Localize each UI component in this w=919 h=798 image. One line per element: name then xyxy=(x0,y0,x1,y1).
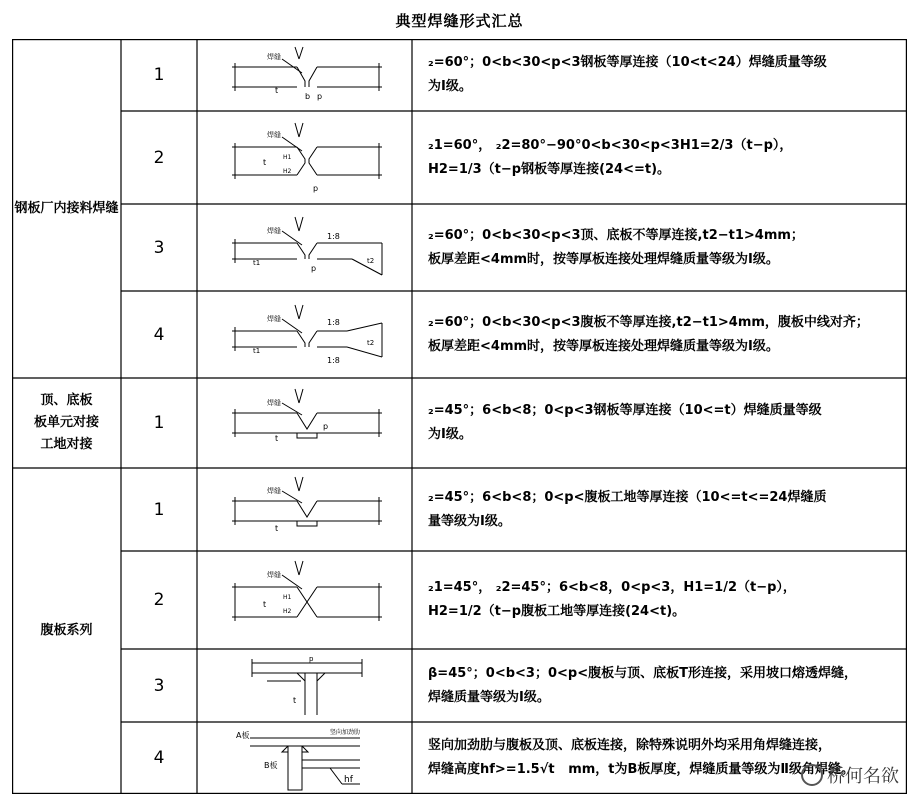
row-number: 1 xyxy=(153,413,165,433)
dim-t: t xyxy=(263,158,267,167)
dim-hf: hf xyxy=(344,775,353,785)
row-number: 1 xyxy=(153,499,165,520)
row-number: 1 xyxy=(153,65,165,85)
dim-t: t xyxy=(293,696,297,705)
weld-diagram-unequal-deck xyxy=(227,211,387,285)
weld-label: 焊缝 xyxy=(267,399,281,407)
weld-diagram-web-site-butt xyxy=(227,473,387,547)
category-steel-plate-shop xyxy=(12,39,121,378)
dim-h2: H2 xyxy=(283,168,292,175)
dim-p: p xyxy=(313,184,319,193)
row-description: β=45°；0<b<3；0<p<腹板与顶、底板T形连接，采用坡口熔透焊缝， 焊缝质量等级为Ⅰ级。 xyxy=(428,665,857,705)
weld-label: 焊缝 xyxy=(267,227,281,235)
category-web-plate xyxy=(12,468,121,794)
watermark-text: 桥何名欲 xyxy=(827,766,899,787)
dim-t2: t2 xyxy=(367,339,375,347)
dim-t1: t1 xyxy=(253,347,261,355)
row-description: ₂=45°；6<b<8；0<p<3钢板等厚连接（10<=t）焊缝质量等级 为Ⅰ级。 xyxy=(428,403,822,442)
page-title: 典型焊缝形式汇总 xyxy=(395,12,524,30)
dim-p: p xyxy=(323,422,329,431)
category-label: 腹板系列 xyxy=(40,623,93,638)
slope-label: 1:8 xyxy=(327,318,340,327)
row-number: 3 xyxy=(153,237,165,258)
category-label: 顶、底板 板单元对接 工地对接 xyxy=(33,393,99,452)
weld-label: 焊缝 xyxy=(267,131,281,139)
weld-table xyxy=(12,39,907,794)
weld-diagram-web-double-v xyxy=(227,557,387,645)
row-description: ₂=60°；0<b<30<p<3钢板等厚连接（10<t<24）焊缝质量等级 为Ⅰ级。 xyxy=(428,55,827,94)
dim-p: p xyxy=(317,92,323,101)
weld-diagram-unequal-web xyxy=(227,297,387,373)
weld-diagram-site-butt xyxy=(227,383,387,463)
dim-t: t xyxy=(275,524,279,533)
slope-label: 1:8 xyxy=(327,356,340,365)
weld-diagram-stiffener-fillet xyxy=(230,726,400,792)
dim-p: p xyxy=(311,264,317,273)
watermark xyxy=(801,762,899,788)
row-number: 3 xyxy=(153,675,165,696)
weld-label: 焊缝 xyxy=(267,315,281,323)
stiffener-label: 竖向加劲肋 xyxy=(330,729,361,736)
category-deck-plate-site xyxy=(12,378,121,468)
row-description: ₂1=60°， ₂2=80°−90°0<b<30<p<3H1=2/3（t−p）， H2=1/3（t−p钢板等厚连接(24<=t)。 xyxy=(428,137,793,177)
plate-a-label: A板 xyxy=(236,731,250,740)
plate-b-label: B板 xyxy=(264,761,278,770)
row-number: 4 xyxy=(153,324,165,345)
slope-label: 1:8 xyxy=(327,232,340,241)
dim-h1: H1 xyxy=(283,594,292,601)
dim-t2: t2 xyxy=(367,257,375,265)
row-description: ₂=45°；6<b<8；0<p<腹板工地等厚连接（10<=t<=24焊缝质 量等级为Ⅰ级。 xyxy=(428,489,827,529)
dim-h2: H2 xyxy=(283,608,292,615)
row-number: 2 xyxy=(153,590,165,610)
row-description: 竖向加劲肋与腹板及顶、底板连接，除特殊说明外均采用角焊缝连接， 焊缝高度hf>=1.5√t mm，t为B板厚度，焊缝质量等级为Ⅱ级角焊缝。 xyxy=(428,738,854,777)
row-description: ₂1=45°， ₂2=45°；6<b<8，0<p<3，H1=1/2（t−p）， H2=1/2（t−p腹板工地等厚连接(24<t)。 xyxy=(428,580,796,619)
weld-label: 焊缝 xyxy=(267,487,281,495)
row-description: ₂=60°；0<b<30<p<3腹板不等厚连接,t2−t1>4mm，腹板中线对齐； 板厚差距<4mm时，按等厚板连接处理焊缝质量等级为Ⅰ级。 xyxy=(428,314,869,354)
row-number: 4 xyxy=(153,748,165,768)
dim-p: p xyxy=(309,655,314,663)
weld-label: 焊缝 xyxy=(267,571,281,579)
wechat-logo-icon xyxy=(801,764,823,786)
dim-t1: t1 xyxy=(253,259,261,267)
weld-diagram-double-v xyxy=(227,119,387,199)
weld-label: 焊缝 xyxy=(267,53,281,61)
dim-t: t xyxy=(263,600,267,609)
dim-b: b xyxy=(305,92,311,101)
category-label: 钢板厂内接料焊缝 xyxy=(14,200,119,216)
weld-diagram-t-joint xyxy=(237,653,377,719)
weld-diagram-single-v xyxy=(227,43,387,107)
row-number: 2 xyxy=(153,147,165,168)
dim-t: t xyxy=(275,86,279,95)
dim-t: t xyxy=(275,434,279,443)
row-description: ₂=60°；0<b<30<p<3顶、底板不等厚连接,t2−t1>4mm； 板厚差距<4mm时，按等厚板连接处理焊缝质量等级为Ⅰ级。 xyxy=(428,227,804,267)
dim-h1: H1 xyxy=(283,154,292,161)
